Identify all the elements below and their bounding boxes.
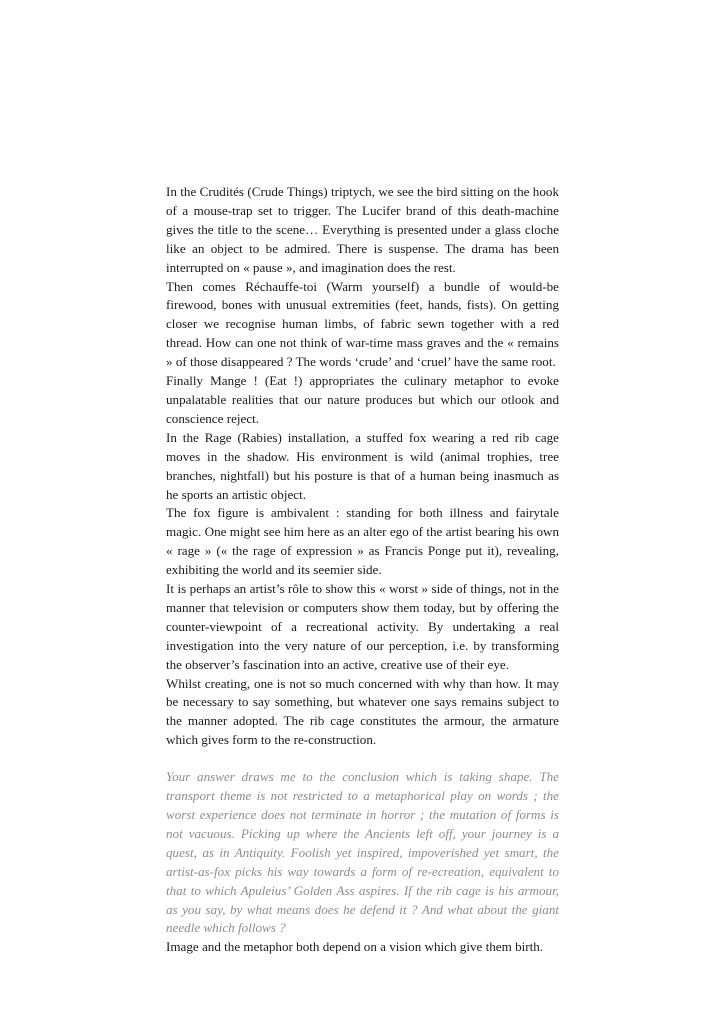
paragraph-fox-figure: The fox figure is ambivalent : standing for both illness and fairytale magic. One might see him here as an alter ego of the artist bearing his own « rage » (« the rage of expression » as Francis Ponge put it), revealing, exhibiting the world and its seemier side.: [166, 505, 559, 578]
paragraph-artist-role: It is perhaps an artist’s rôle to show this « worst » side of things, not in the manner that television or computers show them today, but by offering the counter-viewpoint of a recreational activity. By undertaking a real investigation into the very nature of our perception, i.e. by transforming the observer’s fascination into an active, creative use of their eye.: [166, 581, 559, 672]
answer-paragraph: Image and the metaphor both depend on a vision which give them birth.: [166, 939, 544, 955]
paragraph-rage: In the Rage (Rabies) installation, a stuffed fox wearing a red rib cage moves in the shadow. His environment is wild (animal trophies, tree branches, nightfall) but his posture is that of a human being inasmuch as he sports an artistic object.: [166, 429, 559, 502]
interview-question: Your answer draws me to the conclusion which is taking shape. The transport theme is not restricted to a metaphorical play on words ; the worst experience does not terminate in horror ; the mutation of forms is not vacuous. Picking up where the Ancients left off, your journey is a quest, as in Antiquity. Foolish yet inspired, impoverished yet smart, the artist-as-fox picks his way towards a form of re-ecreation, equivalent to that to which Apuleius’ Golden Ass aspires. If the rib cage is his armour, as you say, by what means does he defend it ? And what about the giant needle which follows ?: [166, 769, 559, 936]
paragraph-whilst-creating: Whilst creating, one is not so much concerned with why than how. It may be necessary to say something, but whatever one says remains subject to the manner adopted. The rib cage constitutes the armour, the armature which gives form to the re-construction.: [166, 675, 559, 748]
paragraph-crudites: In the Crudités (Crude Things) triptych, we see the bird sitting on the hook of a mouse-trap set to trigger. The Lucifer brand of this death-machine gives the title to the scene… Everything is presented under a glass cloche like an object to be admired. There is suspense. The drama has been interrupted on « pause », and imagination does the rest.: [166, 184, 559, 275]
paragraph-mange: Finally Mange ! (Eat !) appropriates the culinary metaphor to evoke unpalatable realities that our nature produces but which our otlook and conscience reject.: [166, 373, 559, 426]
paragraph-rechauffe-toi: Then comes Réchauffe-toi (Warm yourself) a bundle of would-be firewood, bones with unusual extremities (feet, hands, fists). On getting closer we recognise human limbs, of fabric sewn together with a red thread. How can one not think of war-time mass graves and the « remains » of those disappeared ? The words ‘crude’ and ‘cruel’ have the same root.: [166, 278, 559, 370]
body-text: [166, 183, 559, 957]
